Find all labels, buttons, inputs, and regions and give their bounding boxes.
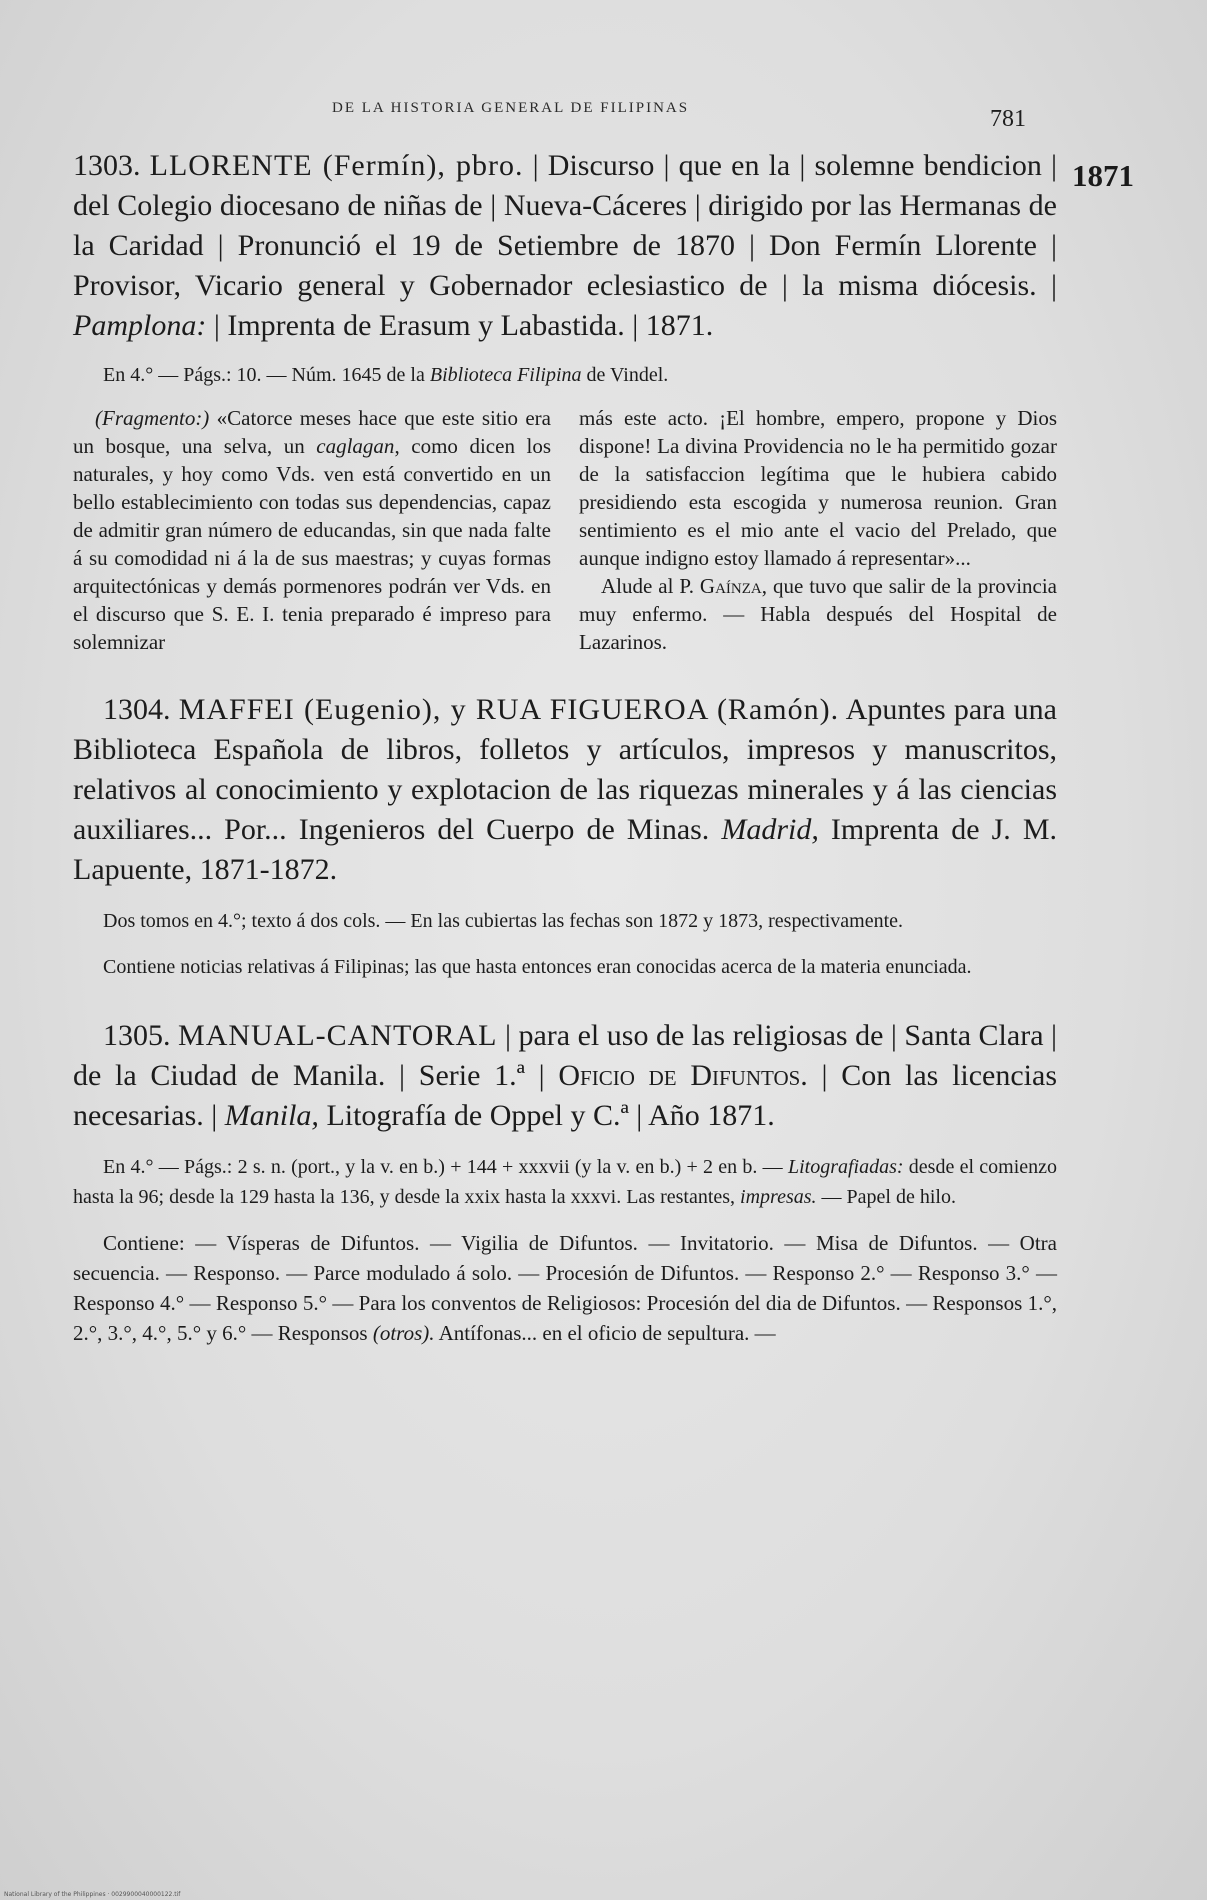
- note-text: Alude al P.: [601, 574, 694, 598]
- entry-1305-physical-note: [73, 1152, 1057, 1212]
- fragment-text: «Catorce meses hace que este sitio era un bosque, una selva, un: [73, 406, 551, 458]
- entry-1304-contents-note: Contiene noticias relativas á Filipinas; las que hasta entonces eran conocidas acerca de la materia enunciada.: [103, 956, 972, 978]
- fragment-text-left: [73, 404, 551, 656]
- note-text: , que tuvo que salir de la provincia muy enfermo. — Habla después del Hospital de Lazarinos.: [579, 574, 1058, 654]
- fragment-text-right: más este acto. ¡El hombre, empero, propone y Dios dispone! La divina Providencia no le ha permitido gozar de la satisfaccion legítima que le hubiera cabido presidiendo esta escogida y numerosa reunion. Gran sentimiento es el mio ante el vacio del Prelado, que aunque indigno estoy llamado á representar»...: [579, 406, 1057, 570]
- person-name: Gaínza: [699, 574, 762, 598]
- entry-author: MANUAL-CANTORAL: [178, 1019, 498, 1052]
- entry-number: 1305.: [103, 1019, 171, 1052]
- entry-title: | Discurso | que en la | solemne bendicion | del Colegio diocesano de niñas de | Nueva-Cáceres | dirigido por las Hermanas de la Caridad | Pronunció el 19 de Setiembre de 1870 | Don Fermín Llorente | Provisor, Vicario general y Gobernador eclesiastico de | la misma diócesis. |: [73, 149, 1058, 302]
- entry-place: Manila,: [224, 1099, 319, 1132]
- entry-1305-heading: [73, 1016, 1057, 1136]
- margin-year: 1871: [1072, 158, 1134, 193]
- entry-number: 1303.: [73, 149, 141, 182]
- entry-imprint: | Imprenta de Erasum y Labastida. | 1871.: [213, 309, 714, 342]
- entry-title-smallcaps: Oficio de Difuntos.: [558, 1059, 808, 1092]
- entry-1304: [73, 690, 1057, 982]
- fragment-right-column: [579, 404, 1057, 656]
- entry-1305-contents-note: [73, 1228, 1057, 1348]
- note-emphasis: (otros).: [372, 1321, 435, 1345]
- note-text: En 4.° — Págs.: 10. — Núm. 1645 de la: [103, 364, 425, 386]
- fragment-label: (Fragmento:): [95, 406, 210, 430]
- entry-imprint: Litografía de Oppel y C.ª | Año 1871.: [326, 1099, 775, 1132]
- note-emphasis: Litografiadas:: [787, 1156, 904, 1178]
- fragment-word: caglagan: [316, 434, 395, 458]
- entry-1303: [73, 146, 1057, 656]
- page-content: [73, 146, 1057, 1348]
- page-number: 781: [990, 106, 1026, 132]
- entry-1305: [73, 1016, 1057, 1348]
- fragment-text: , como dicen los naturales, y hoy como Vds. ven está convertido en un bello establecimiento con todas sus dependencias, capaz de admitir gran número de educandas, sin que nada falte á su comodidad ni á la de sus maestras; y cuyas formas arquitectónicas y demás pormenores podrán ver Vds. en el discurso que S. E. I. tenia preparado é impreso para solemnizar: [73, 434, 552, 654]
- entry-author: MAFFEI (Eugenio), y RUA FIGUEROA (Ramón).: [178, 693, 840, 726]
- entry-place: Madrid,: [721, 813, 819, 846]
- entry-1303-heading: [73, 146, 1057, 346]
- entry-title: | Con las licencias necesarias. |: [73, 1059, 1058, 1132]
- note-text: de Vindel.: [586, 364, 669, 386]
- note-text: En 4.° — Págs.: 2 s. n. (port., y la v. en b.) + 144 + xxxvii (y la v. en b.) + 2 en b. —: [103, 1156, 783, 1178]
- entry-title: Apuntes para una Biblioteca Española de libros, folletos y artículos, impresos y manuscritos, relativos al conocimiento y explotacion de las riquezas minerales y á las ciencias auxiliares... Por... Ingenieros del Cuerpo de Minas.: [73, 693, 1057, 846]
- note-text: desde el comienzo hasta la 96; desde la 129 hasta la 136, y desde la xxix hasta la xxxvi. Las restantes,: [73, 1156, 1058, 1208]
- entry-1303-physical-note: [73, 360, 1057, 390]
- allude-note: [579, 572, 1057, 656]
- note-source: Biblioteca Filipina: [429, 364, 582, 386]
- fragment-left-column: [73, 404, 551, 656]
- fragment-columns: [73, 404, 1057, 656]
- note-text: — Papel de hilo.: [821, 1186, 956, 1208]
- note-text: Contiene: — Vísperas de Difuntos. — Vigilia de Difuntos. — Invitatorio. — Misa de Difuntos. — Otra secuencia. — Responso. — Parce modulado á solo. — Procesión de Difuntos. — Responso 2.° — Responso 3.° — Responso 4.° — Responso 5.° — Para los conventos de Religiosos: Procesión del dia de Difuntos. — Responsos 1.°, 2.°, 3.°, 4.°, 5.° y 6.° — Responsos: [73, 1231, 1057, 1345]
- note-emphasis: impresas.: [740, 1186, 817, 1208]
- entry-author: LLORENTE (Fermín), pbro.: [149, 149, 524, 182]
- entry-1304-heading: [73, 690, 1057, 890]
- scan-source-tag: National Library of the Philippines · 0029900040000122.tif: [4, 1891, 181, 1898]
- running-title: DE LA HISTORIA GENERAL DE FILIPINAS: [332, 100, 690, 116]
- entry-imprint: Imprenta de J. M. Lapuente, 1871-1872.: [73, 813, 1057, 886]
- note-text: Antífonas... en el oficio de sepultura. —: [438, 1321, 776, 1345]
- entry-title: | para el uso de las religiosas de | Santa Clara | de la Ciudad de Manila. | Serie 1.ª |: [73, 1019, 1058, 1092]
- entry-1304-physical-note: Dos tomos en 4.°; texto á dos cols. — En las cubiertas las fechas son 1872 y 1873, respectivamente.: [103, 910, 904, 932]
- entry-place: Pamplona:: [73, 309, 207, 342]
- entry-number: 1304.: [103, 693, 171, 726]
